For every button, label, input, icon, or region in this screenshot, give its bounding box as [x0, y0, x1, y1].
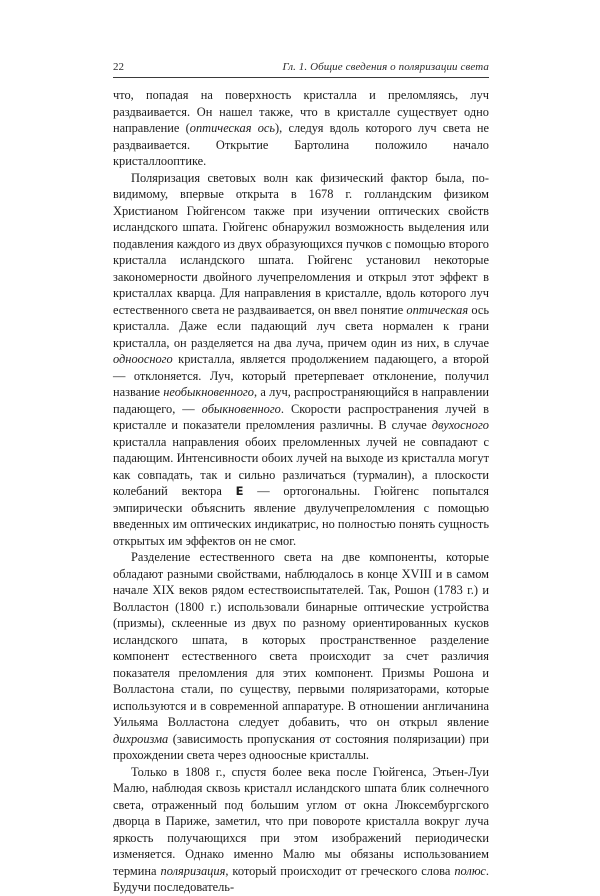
text-run: , который происходит от греческого слова	[225, 863, 455, 878]
text-run: что, попадая на поверхность кристалла и преломляясь, луч раздваивается. Он нашел также, что в кристалле существует одно направление (	[113, 88, 489, 135]
paragraph-2	[113, 170, 489, 550]
header-rule	[113, 77, 489, 78]
text-run: ), следуя вдоль которого луч света не раздваивается. Открытие Бартолина положило начало кристаллооптике.	[113, 121, 489, 168]
term-dichroism: дихроизма	[113, 731, 169, 746]
term-ordinary: обыкновенного	[201, 401, 281, 416]
page-number: 22	[113, 61, 124, 73]
paragraph-1	[113, 87, 489, 170]
term-extraordinary: необыкновенного	[163, 385, 254, 399]
term-polarization: поляризация	[160, 863, 226, 878]
vector-e-symbol: E	[235, 484, 244, 498]
term-uniaxial: одноосного	[113, 352, 173, 366]
book-page	[113, 60, 489, 894]
text-run: . Будучи последователь-	[113, 863, 489, 894]
text-run: , а луч, распространяющийся в направлении падающего, —	[113, 385, 489, 416]
chapter-title: Гл. 1. Общие сведения о поляризации света	[282, 61, 489, 73]
term-optical: оптическая	[406, 302, 469, 317]
paragraph-3	[113, 549, 489, 764]
text-run: кристалла направления обоих преломленных лучей не совпадают с падающим. Интенсивности обоих лучей на выходе из кристалла могут как совпадать, так и сильно различаться (турмалин), а плоскости колебаний вектора	[113, 434, 489, 498]
term-pole: полюс	[454, 863, 486, 878]
text-run: . Скорости распространения лучей в кристалле и показатели преломления различны. В случае	[113, 401, 489, 432]
text-body	[113, 87, 489, 896]
text-run: Только в 1808 г., спустя более века после Гюйгенса, Этьен-Луи Малю, наблюдая сквозь кристалл исландского шпата блик солнечного света, отраженный под большим углом от окна Люксембургского дворца в Париже, заметил, что при повороте кристалла вокруг луча яркость получающихся при этом изображений периодически изменяется. Однако именно Малю мы обязаны использованием термина	[113, 764, 489, 878]
text-run: Разделение естественного света на две компоненты, которые обладают разными свойствами, наблюдалось в конце XVIII и в самом начале XIX веков рядом естествоиспытателей. Так, Рошон (1783 г.) и Волластон (1800 г.) использовали бинарные оптические устройства (призмы), склеенные из двух по разному ориентированных кусков исландского шпата, в которых пространственное разделение компонент естественного света происходит за счет различия показателя преломления для этих компонент. Призмы Рошона и Волластона стали, по существу, первыми поляризаторами, которые используются и в современной аппаратуре. В отношении англичанина Уильяма Волластона следует добавить, что он открыл явление	[113, 550, 489, 729]
text-run: — ортогональны. Гюйгенс попытался эмпирически объяснить явление двулучепреломления с помощью введенных им оптических индикатрис, но полностью понять сущность открытых им эффектов он не смог.	[113, 484, 489, 548]
text-run: ось кристалла. Даже если падающий луч света нормален к грани кристалла, он разделяется на два луча, причем один из них, в случае	[113, 302, 489, 350]
paragraph-4	[113, 764, 489, 896]
running-head	[113, 60, 489, 75]
text-run: (зависимость пропускания от состояния поляризации) при прохождении света через одноосные кристаллы.	[113, 731, 489, 762]
term-optical-axis: оптическая ось	[189, 121, 276, 135]
text-run: Поляризация световых волн как физический фактор была, по-видимому, впервые открыта в 1678 г. голландским физиком Христианом Гюйгенсом также при изучении оптических свойств исландского шпата. Гюйгенс обнаружил возможность выделения или подавления каждого из двух образующихся пучков с помощью второго кристалла исландского шпата. Гюйгенс установил некоторые закономерности двойного лучепреломления и открыл этот эффект в кристаллах кварца. Для направления в кристалле, вдоль которого луч естественного света не раздваивается, он ввел понятие	[113, 170, 489, 317]
term-biaxial: двухосного	[431, 418, 489, 432]
text-run: кристалла, является продолжением падающего, а второй — отклоняется. Луч, который претерпевает отклонение, получил название	[113, 352, 489, 399]
